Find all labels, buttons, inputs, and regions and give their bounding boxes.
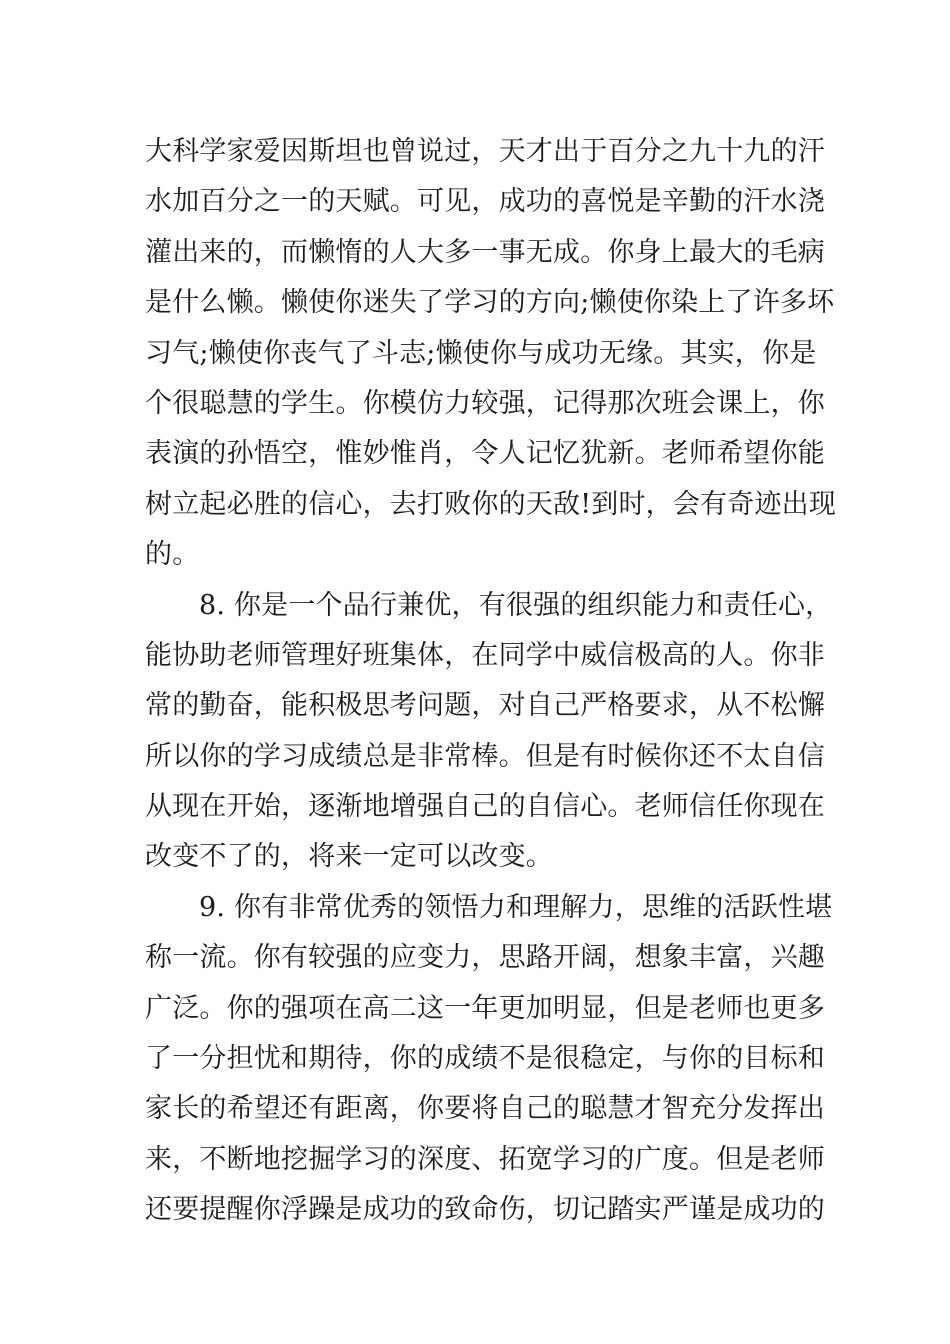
text-line: 的。 — [145, 539, 200, 571]
paragraph-9-first-line: 9. 你有非常优秀的领悟力和理解力，思维的活跃性堪 — [199, 891, 833, 923]
document-body — [145, 127, 837, 1236]
text-line: 从现在开始，逐渐地增强自己的自信心。老师信任你现在 — [145, 791, 825, 823]
text-line: 了一分担忧和期待，你的成绩不是很稳定，与你的目标和 — [145, 1043, 825, 1075]
text-line: 大科学家爱因斯坦也曾说过，天才出于百分之九十九的汗 — [145, 136, 825, 167]
text-line: 家长的希望还有距离，你要将自己的聪慧才智充分发挥出 — [145, 1093, 825, 1125]
text-line: 灌出来的，而懒惰的人大多一事无成。你身上最大的毛病 — [145, 236, 825, 268]
text-line: 树立起必胜的信心，去打败你的天敌!到时，会有奇迹出现 — [145, 488, 837, 520]
paragraph-8-first-line: 8. 你是一个品行兼优，有很强的组织能力和责任心， — [199, 589, 833, 621]
text-line: 能协助老师管理好班集体，在同学中威信极高的人。你非 — [145, 639, 825, 671]
text-line: 习气;懒使你丧气了斗志;懒使你与成功无缘。其实，你是 — [145, 337, 817, 369]
text-line: 表演的孙悟空，惟妙惟肖，令人记忆犹新。老师希望你能 — [145, 438, 825, 470]
text-line: 还要提醒你浮躁是成功的致命伤，切记踏实严谨是成功的 — [145, 1194, 825, 1226]
text-line: 来，不断地挖掘学习的深度、拓宽学习的广度。但是老师 — [145, 1143, 825, 1175]
text-line: 称一流。你有较强的应变力，思路开阔，想象丰富，兴趣 — [145, 942, 825, 974]
text-line: 改变不了的，将来一定可以改变。 — [145, 841, 553, 873]
text-line: 水加百分之一的天赋。可见，成功的喜悦是辛勤的汗水浇 — [145, 186, 825, 218]
text-line: 所以你的学习成绩总是非常棒。但是有时候你还不太自信 — [145, 740, 825, 772]
text-line: 个很聪慧的学生。你模仿力较强，记得那次班会课上，你 — [145, 387, 825, 419]
text-line: 常的勤奋，能积极思考问题，对自己严格要求，从不松懈 — [145, 690, 825, 722]
text-line: 是什么懒。懒使你迷失了学习的方向;懒使你染上了许多坏 — [145, 287, 835, 319]
text-line: 广泛。你的强项在高二这一年更加明显，但是老师也更多 — [145, 992, 825, 1024]
